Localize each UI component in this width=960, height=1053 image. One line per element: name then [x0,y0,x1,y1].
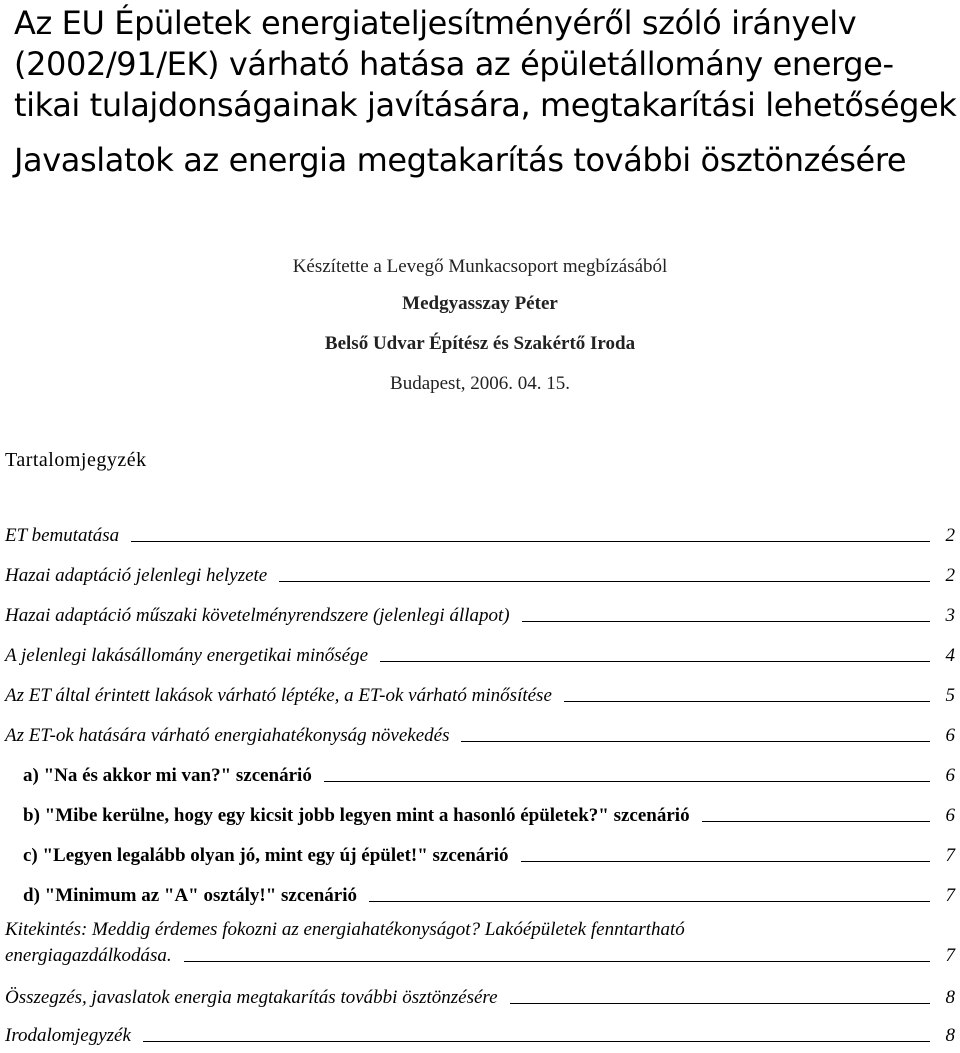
toc-page-number: 7 [945,885,955,906]
toc-entry[interactable] [5,645,955,667]
title-line-1: Az EU Épületek energiateljesítményéről szóló irányelv [14,4,857,42]
toc-entry-text: Hazai adaptáció műszaki követelményrendszere (jelenlegi állapot) [5,605,510,626]
toc-entry[interactable] [5,885,955,907]
toc-leader [380,660,929,662]
toc-leader [461,740,929,742]
author: Medgyasszay Péter [402,293,558,314]
toc-entry-text-line-1: Kitekintés: Meddig érdemes fokozni az energiahatékonyságot? Lakóépületek fenntartható [5,919,685,940]
toc-page-number: 8 [945,987,955,1008]
toc-entry-text: a) "Na és akkor mi van?" szcenárió [23,765,312,786]
toc-entry[interactable] [5,987,955,1009]
toc-leader [324,780,930,782]
toc-leader [131,540,929,542]
toc-entry[interactable] [5,565,955,587]
title-line-3: tikai tulajdonságainak javítására, megtakarítási lehetőségek [14,86,957,124]
toc-entry[interactable] [5,845,955,867]
toc-page-number: 6 [945,725,955,746]
toc-entry[interactable] [5,725,955,747]
toc-entry-text: A jelenlegi lakásállomány energetikai minősége [5,645,369,666]
toc-entry-text: Hazai adaptáció jelenlegi helyzete [5,565,268,586]
document-title [0,3,960,181]
toc-entry-text-line-2: energiagazdálkodása. [5,945,172,966]
toc-leader [522,620,930,622]
toc-page-number: 2 [945,565,955,586]
toc-page-number: 8 [945,1025,955,1046]
toc-page-number: 6 [945,805,955,826]
toc-leader [702,820,930,822]
toc-entry[interactable] [5,805,955,827]
toc-leader [369,900,929,902]
toc-leader [184,960,930,962]
subtitle: Javaslatok az energia megtakarítás további ösztönzésére [14,141,907,179]
prepared-for: Készítette a Levegő Munkacsoport megbízásából [292,256,668,277]
office: Belső Udvar Építész és Szakértő Iroda [324,333,636,354]
toc-entry-text: Összegzés, javaslatok energia megtakarítás további ösztönzésére [5,987,498,1008]
toc-entry[interactable] [5,1025,955,1047]
toc-entry-text: Az ET-ok hatására várható energiahatékonyság növekedés [5,725,450,746]
toc-leader [279,580,929,582]
toc-heading: Tartalomjegyzék [5,449,147,471]
toc-page-number: 6 [945,765,955,786]
toc-page-number: 5 [945,685,955,706]
toc-entry[interactable] [5,605,955,627]
toc-leader [143,1040,930,1042]
toc-entry[interactable] [5,685,955,707]
title-line-2: (2002/91/EK) várható hatása az épületállomány energe- [14,45,894,83]
toc-leader [510,1002,930,1004]
toc-page-number: 2 [945,525,955,546]
toc-entry[interactable] [5,765,955,787]
toc-leader [564,700,930,702]
toc-entry[interactable] [5,919,955,967]
toc-page-number: 7 [945,845,955,866]
toc-page-number: 7 [945,945,955,966]
toc-entry[interactable] [5,525,955,547]
toc-entry-text: ET bemutatása [5,525,120,546]
place-date: Budapest, 2006. 04. 15. [390,373,570,394]
toc-entry-text: c) "Legyen legalább olyan jó, mint egy új épület!" szcenárió [23,845,509,866]
toc-page-number: 3 [945,605,955,626]
toc-entry-text: d) "Minimum az "A" osztály!" szcenárió [23,885,358,906]
toc-page-number: 4 [945,645,955,666]
toc-entry-text: Irodalomjegyzék [5,1025,131,1046]
toc-entry-text: b) "Mibe kerülne, hogy egy kicsit jobb legyen mint a hasonló épületek?" szcenárió [23,805,690,826]
toc-leader [521,860,930,862]
toc-entry-text: Az ET által érintett lakások várható léptéke, a ET-ok várható minősítése [5,685,552,706]
